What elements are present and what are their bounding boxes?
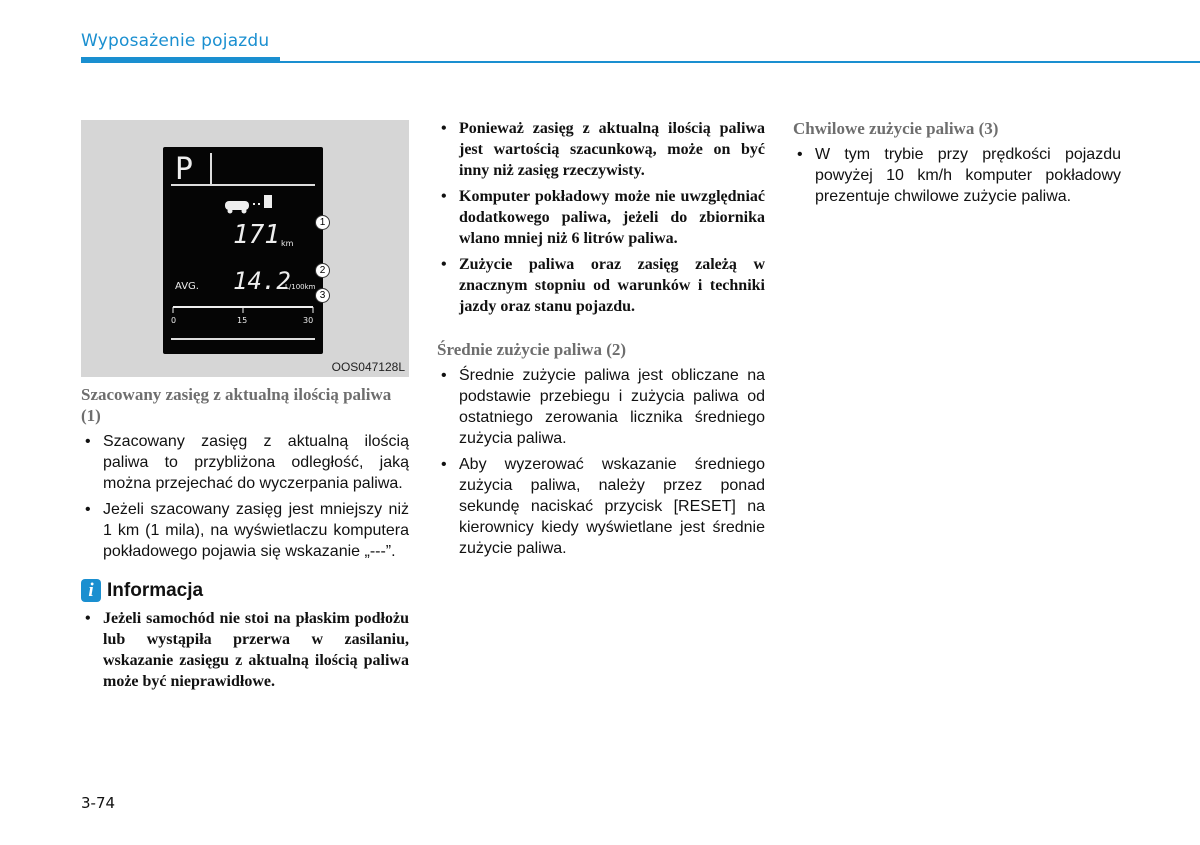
range-value: 171 [233, 220, 280, 250]
info-title: Informacja [107, 579, 204, 601]
page-number: 3-74 [81, 794, 116, 812]
list-instant-consumption [793, 144, 1121, 207]
info-box [81, 579, 409, 692]
list-item: • Jeżeli szacowany zasięg jest mniejszy niż 1 km (1 mila), na wyświetlaczu komputera pokładowego pojawia się wskazanie „---”. [81, 499, 409, 562]
heading-estimated-range: Szacowany zasięg z aktualną ilością paliwa (1) [81, 385, 392, 425]
list-item: • Szacowany zasięg z aktualną ilością paliwa to przybliżona odległość, jaką można przejechać do wyczerpania paliwa. [81, 431, 409, 494]
list-item: • W tym trybie przy prędkości pojazdu powyżej 10 km/h komputer pokładowy prezentuje chwilowe zużycie paliwa. [793, 144, 1121, 207]
scale-tick-label: 15 [237, 316, 248, 325]
callout-1: 1 [315, 215, 330, 230]
list-item: • Aby wyzerować wskazanie średniego zużycia paliwa, należy przez ponad sekundę naciskać przycisk [RESET] na kierownicy kiedy wyświetlane jest średnie zużycie paliwa. [437, 454, 765, 559]
avg-value: 14.2 [233, 267, 291, 295]
list-item: • Jeżeli samochód nie stoi na płaskim podłożu lub wystąpiła przerwa w zasilaniu, wskazanie zasięgu z aktualną ilością paliwa może być nieprawidłowe. [81, 608, 409, 692]
figure-label: OOS047128L [331, 360, 405, 374]
avg-label: AVG. [175, 281, 199, 292]
dashboard-figure [81, 120, 409, 377]
heading-instant-consumption: Chwilowe zużycie paliwa (3) [793, 119, 999, 138]
scale-tick-label: 0 [171, 316, 177, 325]
info-icon: i [81, 579, 101, 602]
list-item: • Zużycie paliwa oraz zasięg zależą w znacznym stopniu od warunków i techniki jazdy oraz stanu pojazdu. [437, 254, 765, 317]
list-range-notes [437, 118, 765, 317]
display-graphic [163, 147, 323, 354]
car-fuel-icon [225, 195, 272, 214]
info-list [81, 608, 409, 692]
column-1 [81, 384, 409, 697]
list-item: • Ponieważ zasięg z aktualną ilością paliwa jest wartością szacunkową, może on być inny niż zasięg rzeczywisty. [437, 118, 765, 181]
list-item: • Komputer pokładowy może nie uwzględniać dodatkowego paliwa, jeżeli do zbiornika wlano mniej niż 6 litrów paliwa. [437, 186, 765, 249]
list-average-consumption [437, 365, 765, 559]
heading-average-consumption: Średnie zużycie paliwa (2) [437, 340, 627, 359]
header-rule [280, 61, 1200, 63]
trip-computer-display [163, 147, 323, 354]
section-title: Wyposażenie pojazdu [81, 31, 270, 51]
gear-indicator: P [175, 152, 194, 187]
header-accent-bar [81, 57, 280, 63]
list-item: • Średnie zużycie paliwa jest obliczane na podstawie przebiegu i zużycia paliwa od ostatniego zerowania licznika średniego zużycia paliwa. [437, 365, 765, 449]
column-3 [793, 118, 1121, 212]
list-estimated-range [81, 431, 409, 562]
callout-2: 2 [315, 263, 330, 278]
avg-unit: L/100km [285, 283, 316, 291]
scale-tick-label: 30 [303, 316, 314, 325]
column-2 [437, 118, 765, 564]
callout-3: 3 [315, 288, 330, 303]
range-unit: km [281, 239, 294, 248]
